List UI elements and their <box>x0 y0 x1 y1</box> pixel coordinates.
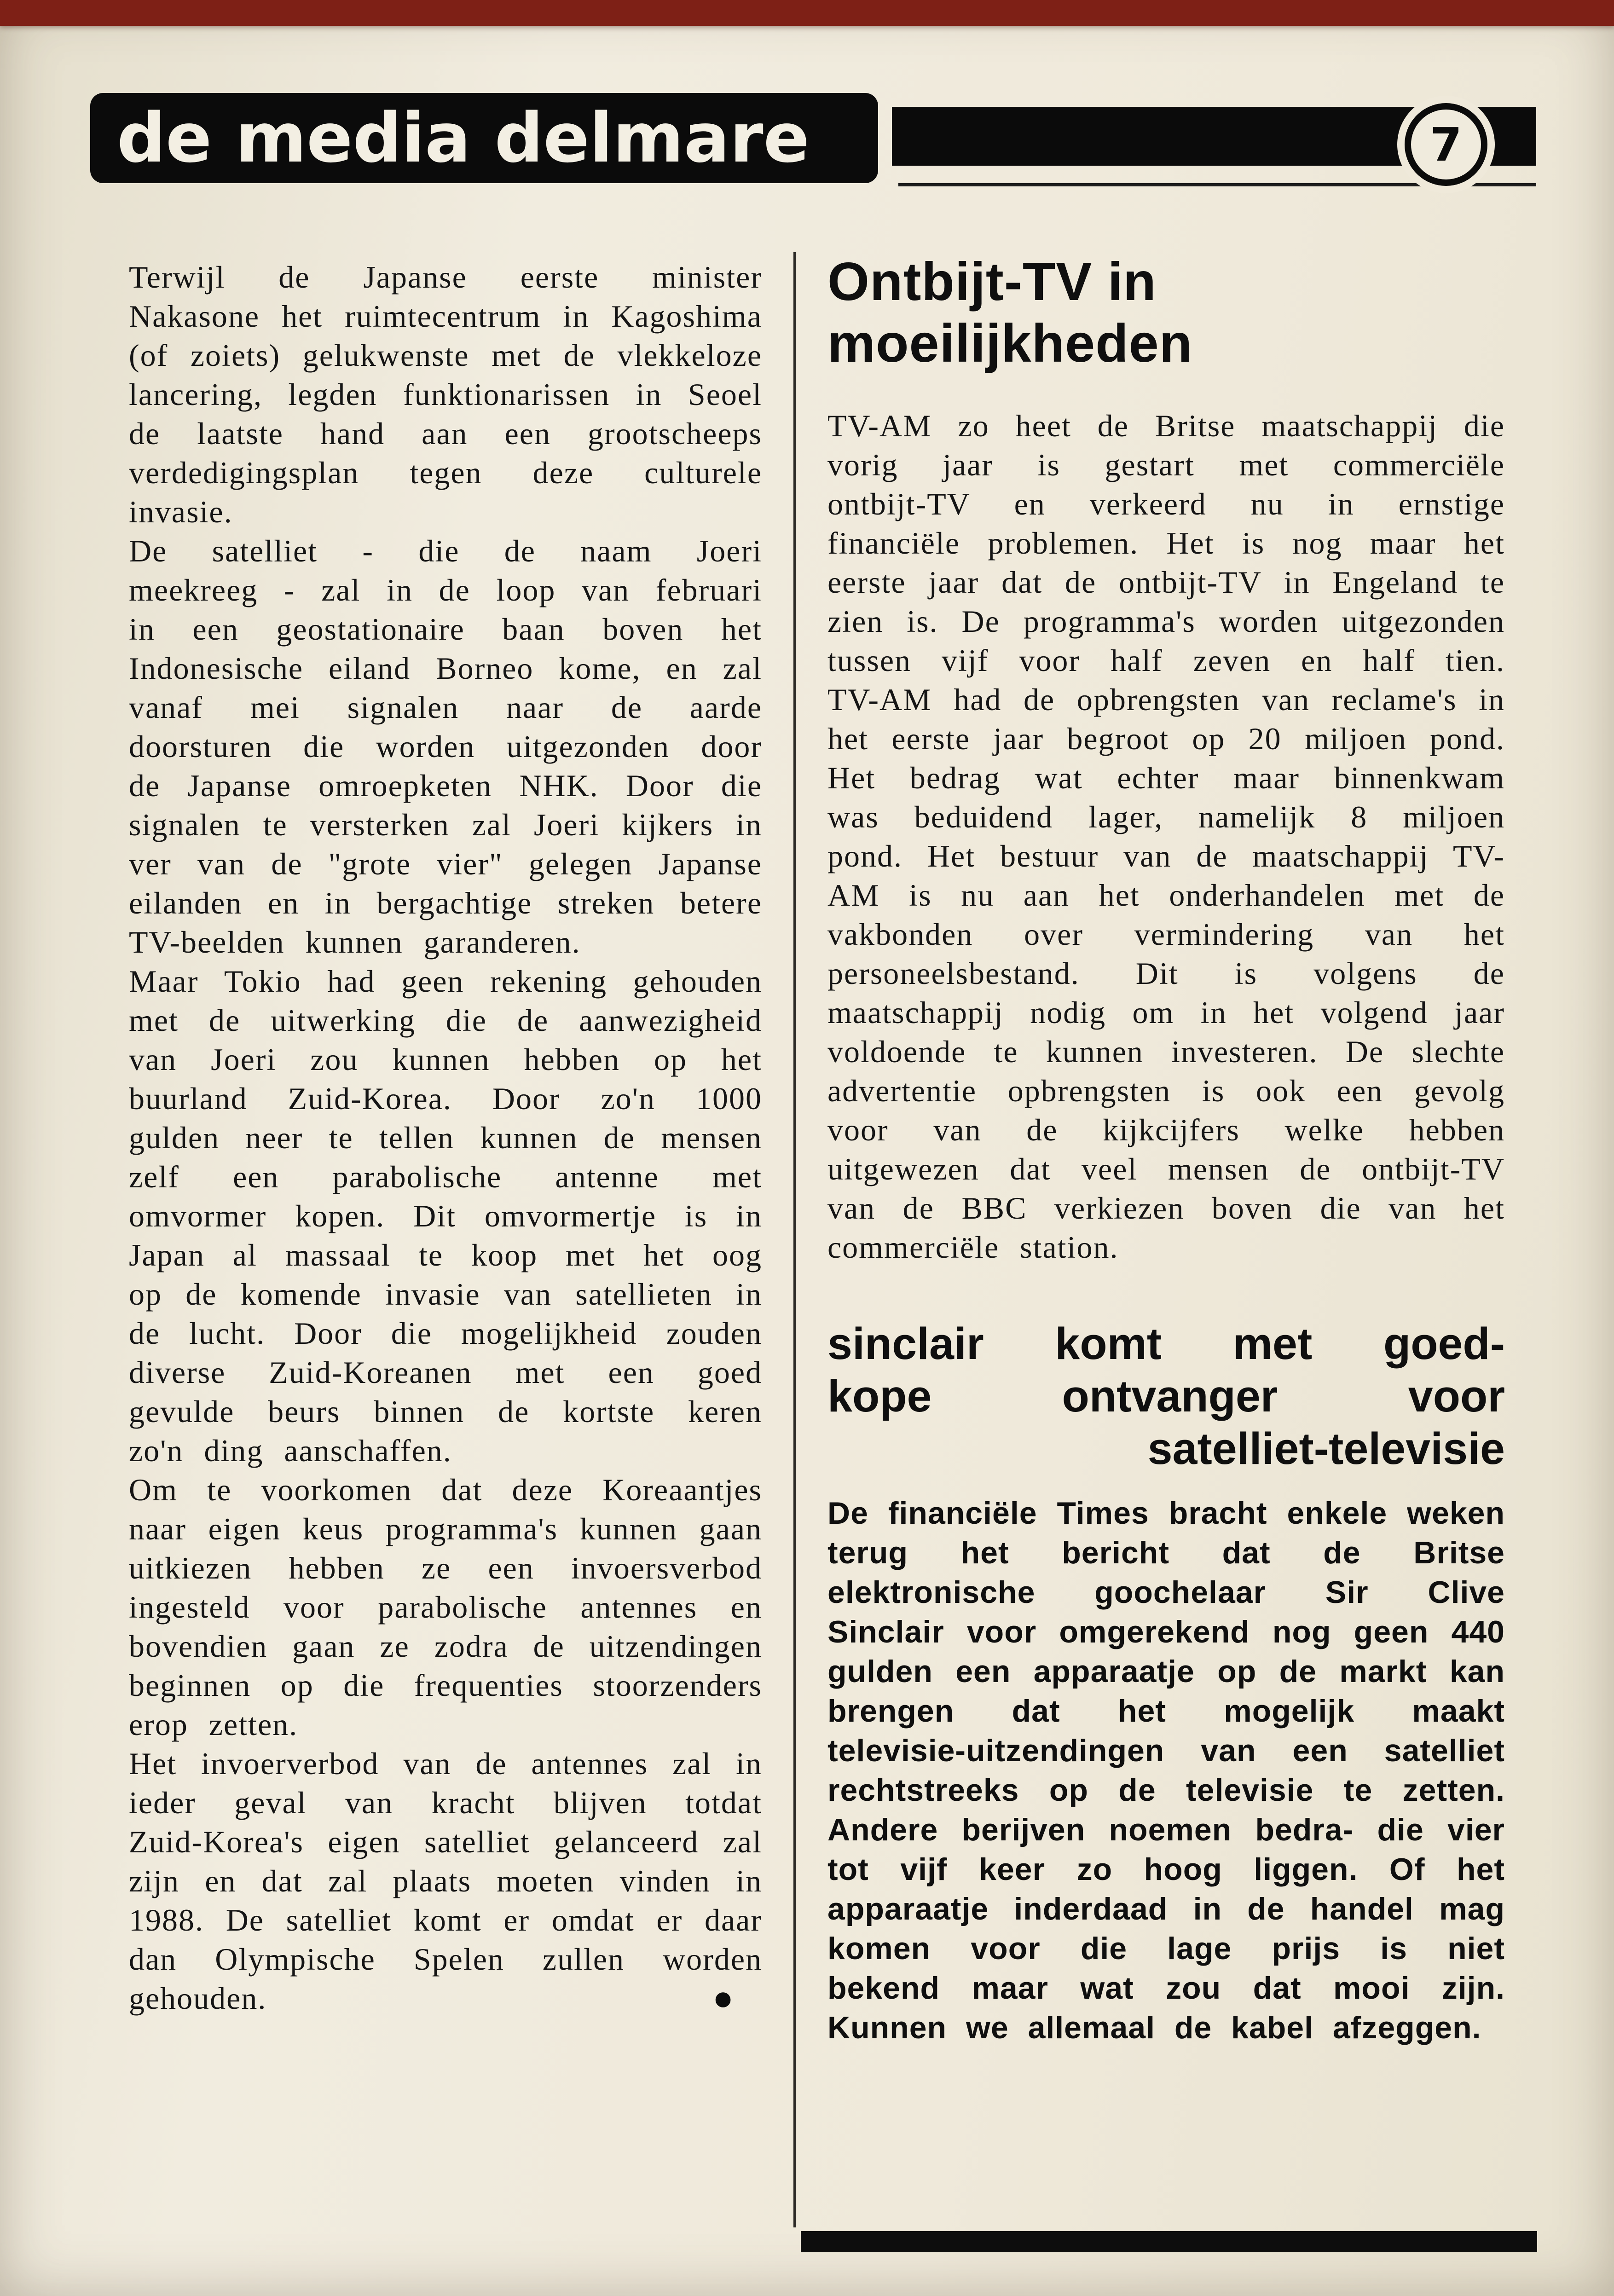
article-title-line: kope ontvanger voor <box>827 1371 1505 1421</box>
masthead <box>90 93 878 183</box>
article-paragraph: De satelliet - die de naam Joeri meekreeg - zal in de loop van februari in een geostationaire baan boven het Indonesische eiland Borneo kome, en zal vanaf mei signalen naar de aarde doorsturen die worden uitgezonden door de Japanse omroepketen NHK. Door die signalen te versterken zal Joeri kijkers in ver van de "grote vier" gelegen Japanse eilanden en in bergachtige streken betere TV-beelden kunnen garanderen. <box>129 533 762 960</box>
article-paragraph: Het invoerverbod van de antennes zal in ieder geval van kracht blijven totdat Zuid-Korea's eigen satelliet gelanceerd zal zijn en dat zal plaats moeten vinden in 1988. De satelliet komt er omdat er daar dan Olympische Spelen zullen worden gehouden. <box>129 1746 762 2016</box>
page-number-badge <box>1405 103 1487 186</box>
article-satellite <box>129 258 762 2018</box>
article-body: De financiële Times bracht enkele weken terug het bericht dat de Britse elektronische goochelaar Sir Clive Sinclair voor omgerekend nog geen 440 gulden een apparaatje op de markt kan brengen dat het mogelijk maakt televisie-uitzendingen van een satelliet rechtstreeks op de televisie te zetten. Andere berijven noemen bedra- die vier tot vijf keer zo hoog liggen. Of het apparaatje inderdaad in de handel mag komen voor die lage prijs is niet bekend maar wat zou dat mooi zijn. Kunnen we allemaal de kabel afzeggen. <box>827 1496 1505 2045</box>
article-title <box>827 251 1505 374</box>
article-title-line: sinclair komt met goed- <box>827 1319 1505 1369</box>
article-sinclair <box>827 1318 1505 2047</box>
article-end-dot-icon: ● <box>712 1979 735 2018</box>
article-paragraph: Om te voorkomen dat deze Koreaantjes naar eigen keus programma's kunnen gaan uitkiezen hebben ze een invoersverbod ingesteld voor parabolische antennes en bovendien gaan ze zodra de uitzendingen beginnen op die frequenties stoorzenders erop zetten. <box>129 1472 762 1742</box>
article-title-line: Ontbijt-TV in <box>827 251 1157 312</box>
masthead-title: de media delmare <box>117 98 810 178</box>
column-divider <box>793 252 796 2227</box>
page-number: 7 <box>1430 117 1462 172</box>
article-breakfast-tv <box>827 251 1505 1267</box>
article-body: TV-AM zo heet de Britse maatschappij die vorig jaar is gestart met commerciële ontbijt-TV en verkeerd nu in ernstige financiële problemen. Het is nog maar het eerste jaar dat de ontbijt-TV in Engeland te zien is. De programma's worden uitgezonden tussen vijf voor half zeven en half tien. TV-AM had de opbrengsten van reclame's in het eerste jaar begroot op 20 miljoen pond. Het bedrag wat echter maar binnenkwam was beduidend lager, namelijk 8 miljoen pond. Het bestuur van de maatschappij TV-AM is nu aan het onderhandelen met de vakbonden over vermindering van het personeelsbestand. Dit is volgens de maatschappij nodig om in het volgend jaar voldoende te kunnen investeren. De slechte advertentie opbrengsten is ook een gevolg voor van de kijkcijfers welke hebben uitgewezen dat veel mensen de ontbijt-TV van de BBC verkiezen boven die van het commerciële station. <box>827 408 1505 1265</box>
article-paragraph: Maar Tokio had geen rekening gehouden met de uitwerking die de aanwezigheid van Joeri zou kunnen hebben op het buurland Zuid-Korea. Door zo'n 1000 gulden neer te tellen kunnen de mensen zelf een parabolische antenne met omvormer kopen. Dit omvormertje is in Japan al massaal te koop met het oog op de komende invasie van satellieten in de lucht. Door die mogelijkheid zouden diverse Zuid-Koreanen met een goed gevulde beurs binnen de kortste keren zo'n ding aanschaffen. <box>129 964 762 1468</box>
bottom-rule <box>801 2231 1537 2252</box>
article-title <box>827 1318 1505 1475</box>
right-column <box>827 251 1505 2047</box>
article-paragraph: Terwijl de Japanse eerste minister Nakasone het ruimtecentrum in Kagoshima (of zoiets) gelukwenste met de vlekkeloze lancering, legden funktionarissen in Seoel de laatste hand aan een grootscheeps verdedigingsplan tegen deze culturele invasie. <box>129 260 762 529</box>
article-title-line: satelliet-televisie <box>1147 1423 1505 1474</box>
article-title-line: moeilijkheden <box>827 313 1193 373</box>
scan-top-edge-strip <box>0 0 1614 26</box>
